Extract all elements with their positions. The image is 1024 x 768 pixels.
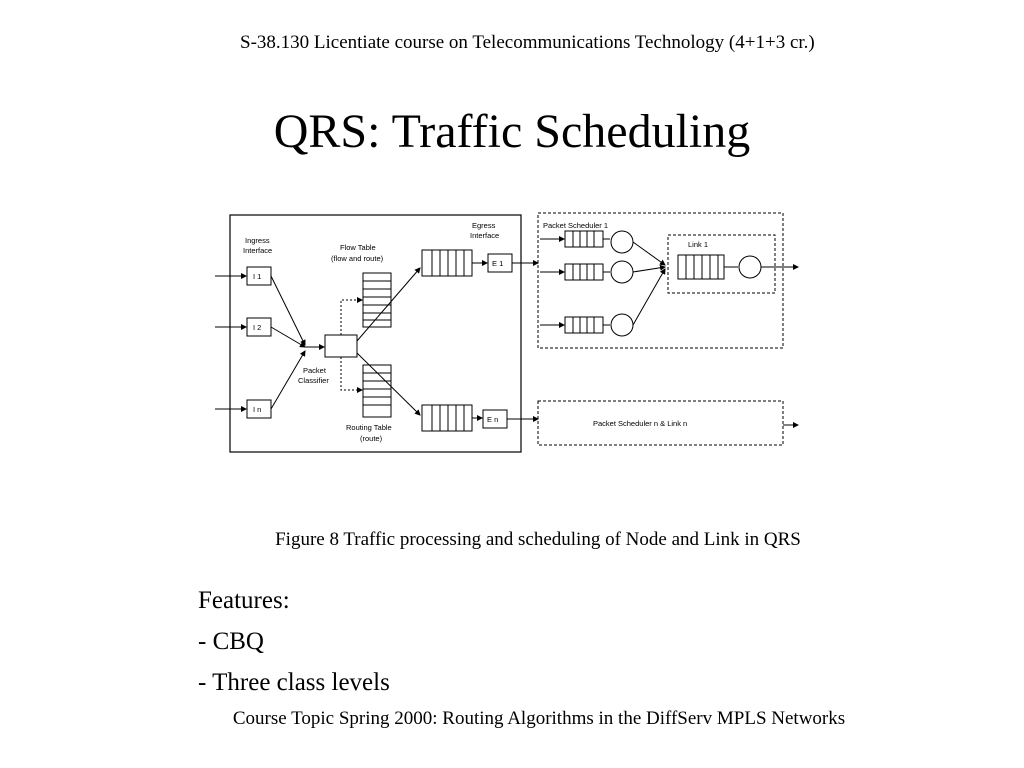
routing-table-label: Routing Table: [346, 423, 392, 432]
ingress-i1-label: I 1: [253, 272, 262, 281]
class-server-3: [611, 314, 633, 336]
class-queue-3: [565, 317, 603, 333]
class-queue-2: [565, 264, 603, 280]
class-server-2: [611, 261, 633, 283]
qrs-traffic-diagram: [210, 205, 810, 465]
slide-title: QRS: Traffic Scheduling: [273, 105, 751, 158]
link-1-queue: [678, 255, 724, 279]
ingress-in-label: I n: [253, 405, 262, 414]
packet-scheduler-n-label: Packet Scheduler n & Link n: [593, 419, 688, 428]
link-1-label: Link 1: [688, 240, 709, 249]
feature-item-class-levels: - Three class levels: [198, 669, 390, 696]
figure-caption: Figure 8 Traffic processing and scheduling of Node and Link in QRS: [275, 529, 801, 550]
features-heading: Features:: [198, 587, 290, 614]
packet-classifier-label: Packet: [303, 366, 326, 375]
flow-table-label-2: (flow and route): [331, 254, 384, 263]
egress-en-label: E n: [487, 415, 499, 424]
egress-queue-1: [422, 250, 472, 276]
course-footer: Course Topic Spring 2000: Routing Algorithms in the DiffServ MPLS Networks: [232, 708, 846, 729]
features-list: [198, 580, 390, 703]
ingress-interface-label-2: Interface: [243, 246, 273, 255]
packet-classifier-label-2: Classifier: [298, 376, 329, 385]
flow-table-stack: [363, 273, 391, 327]
egress-interface-label: Egress: [472, 221, 496, 230]
ingress-interface-label: Ingress: [245, 236, 270, 245]
egress-queue-n: [422, 405, 472, 431]
class-server-1: [611, 231, 633, 253]
packet-classifier-box: [325, 335, 357, 357]
routing-table-label-2: (route): [360, 434, 383, 443]
egress-interface-label-2: Interface: [470, 231, 500, 240]
class-queue-1: [565, 231, 603, 247]
link-1-server: [739, 256, 761, 278]
packet-scheduler-1-label: Packet Scheduler 1: [543, 221, 609, 230]
course-header: S-38.130 Licentiate course on Telecommunications Technology (4+1+3 cr.): [240, 32, 815, 53]
egress-e1-label: E 1: [492, 259, 504, 268]
flow-table-label: Flow Table: [340, 243, 376, 252]
ingress-i2-label: I 2: [253, 323, 262, 332]
feature-item-cbq: - CBQ: [198, 628, 264, 655]
